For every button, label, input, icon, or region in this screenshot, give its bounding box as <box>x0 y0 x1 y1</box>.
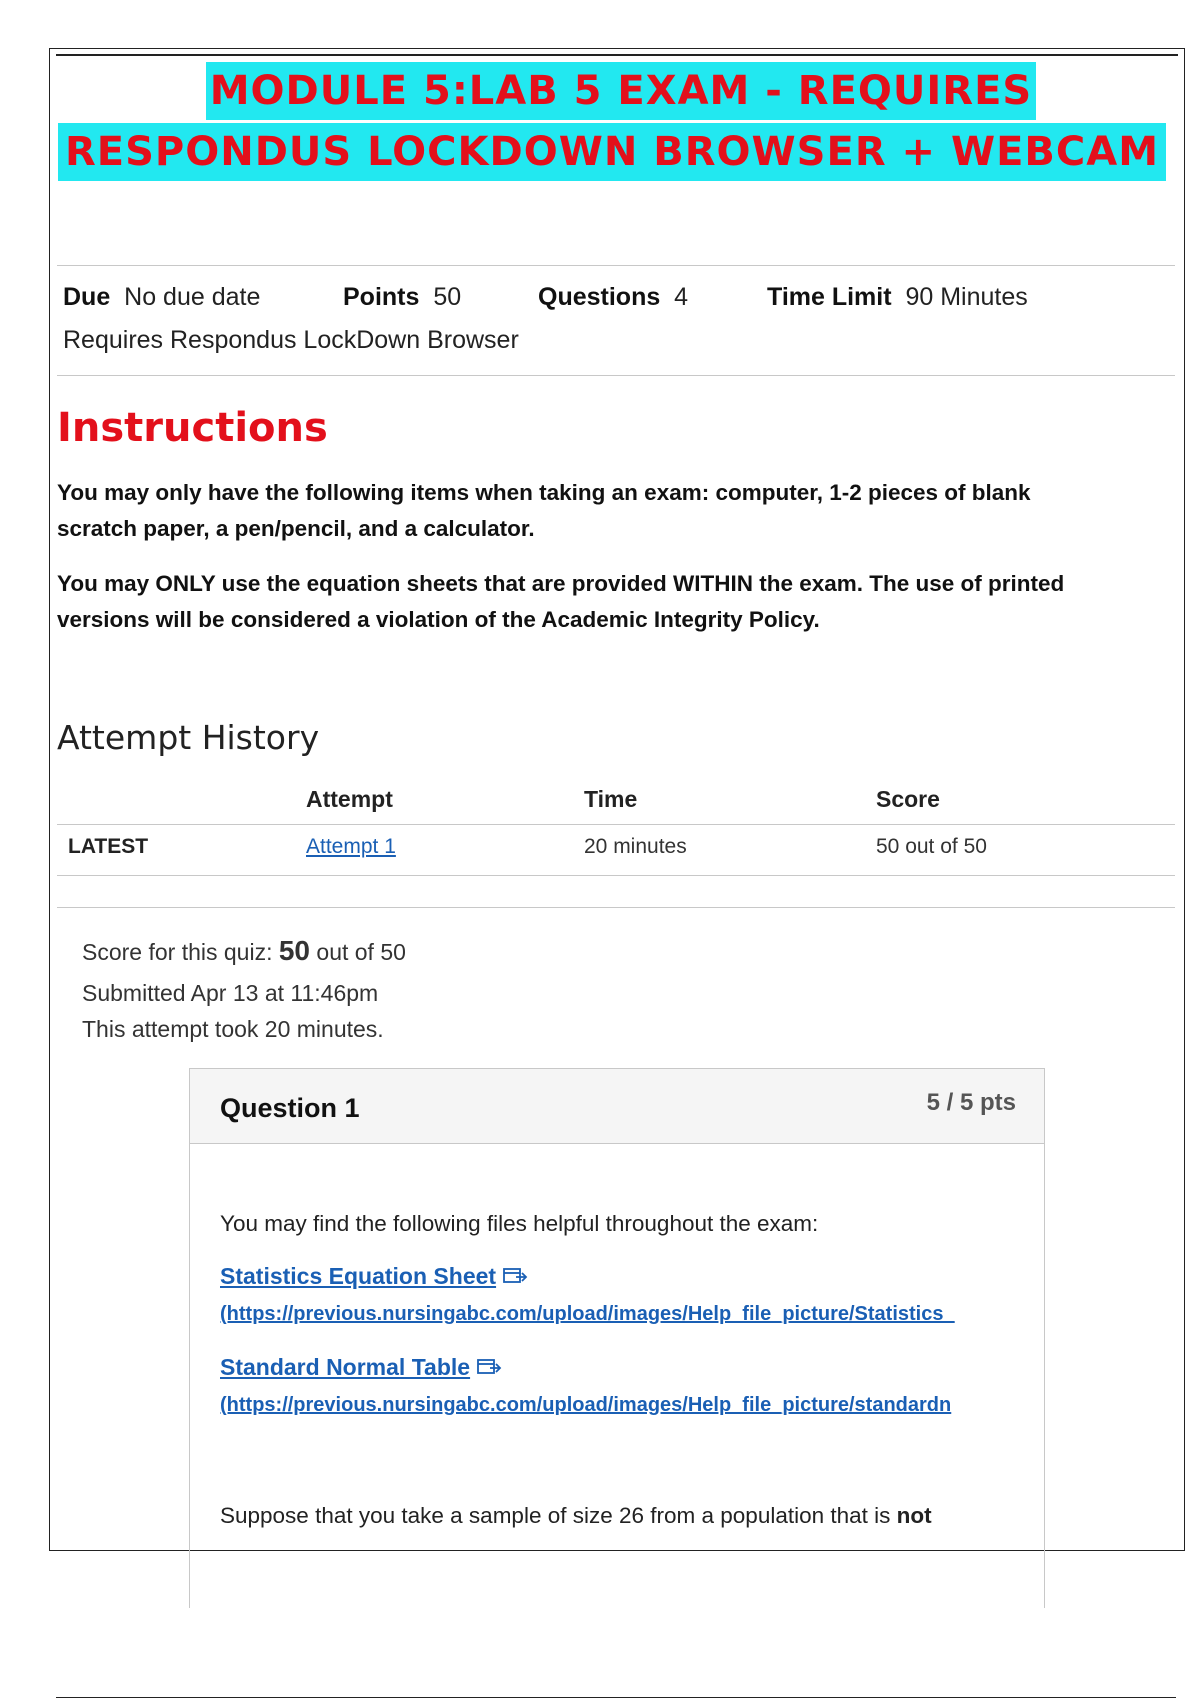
questions-info <box>538 283 688 312</box>
question-title: Question 1 <box>220 1093 360 1123</box>
question-card <box>189 1068 1045 1608</box>
divider <box>57 265 1175 266</box>
instructions-paragraph-2 <box>57 566 1172 638</box>
statistics-equation-sheet-url[interactable]: (https://previous.nursingabc.com/upload/images/Help_file_picture/Statistics_ <box>220 1303 955 1325</box>
column-header-score: Score <box>876 786 940 812</box>
question-body-text: Suppose that you take a sample of size 26 from a population that is <box>220 1503 897 1528</box>
standard-normal-table-url[interactable]: (https://previous.nursingabc.com/upload/images/Help_file_picture/standardn <box>220 1394 952 1416</box>
attempt-duration: This attempt took 20 minutes. <box>82 1016 384 1042</box>
question-intro: You may find the following files helpful throughout the exam: <box>220 1211 819 1236</box>
instructions-p2-line1: You may ONLY use the equation sheets that are provided WITHIN the exam. The use of printed <box>57 571 1065 596</box>
link1-label: Statistics Equation Sheet <box>220 1263 497 1289</box>
latest-label: LATEST <box>68 835 149 858</box>
instructions-heading: Instructions <box>57 405 328 451</box>
attempt-1-link[interactable]: Attempt 1 <box>306 835 396 858</box>
external-link-icon <box>476 1355 502 1382</box>
attempt-link-cell <box>306 835 396 859</box>
score-value: 50 <box>278 935 311 966</box>
time-limit-info <box>767 283 1028 312</box>
time-limit-label: Time Limit <box>767 283 892 311</box>
statistics-equation-sheet-link[interactable] <box>220 1263 528 1291</box>
question-body <box>220 1503 932 1529</box>
column-header-attempt: Attempt <box>306 786 393 812</box>
instructions-paragraph-1 <box>57 475 1172 547</box>
due-info <box>63 283 260 312</box>
questions-label: Questions <box>538 283 661 311</box>
quiz-score <box>82 935 406 967</box>
link2-label: Standard Normal Table <box>220 1354 471 1380</box>
time-limit-value: 90 Minutes <box>905 283 1028 311</box>
question-header <box>190 1069 1044 1144</box>
points-label: Points <box>343 283 420 311</box>
submitted-time: Submitted Apr 13 at 11:46pm <box>82 980 379 1006</box>
instructions-p2-line2: versions will be considered a violation of the Academic Integrity Policy. <box>57 607 820 632</box>
due-label: Due <box>63 283 111 311</box>
question-body-bold: not <box>896 1503 932 1528</box>
questions-value: 4 <box>674 283 689 311</box>
lockdown-requirement: Requires Respondus LockDown Browser <box>63 326 519 354</box>
score-suffix: out of 50 <box>310 939 406 965</box>
table-header-divider <box>57 824 1175 825</box>
attempt-score: 50 out of 50 <box>876 835 987 858</box>
attempt-history-heading: Attempt History <box>57 718 320 757</box>
points-info <box>343 283 461 312</box>
column-header-time: Time <box>584 786 638 812</box>
bottom-rule <box>56 1697 1176 1698</box>
question-points: 5 / 5 pts <box>926 1089 1016 1116</box>
exam-title-line-2: RESPONDUS LOCKDOWN BROWSER + WEBCAM <box>58 123 1166 181</box>
points-value: 50 <box>433 283 462 311</box>
instructions-p1-line1: You may only have the following items when taking an exam: computer, 1-2 pieces of blank <box>57 480 1031 505</box>
exam-title-line-1: MODULE 5:LAB 5 EXAM - REQUIRES <box>206 62 1036 120</box>
section-divider <box>57 907 1175 908</box>
table-row-divider <box>57 875 1175 876</box>
due-value: No due date <box>124 283 261 311</box>
score-prefix: Score for this quiz: <box>82 939 279 965</box>
external-link-icon <box>502 1264 528 1291</box>
divider <box>57 375 1175 376</box>
attempt-time: 20 minutes <box>584 835 687 858</box>
instructions-p1-line2: scratch paper, a pen/pencil, and a calculator. <box>57 516 535 541</box>
standard-normal-table-link[interactable] <box>220 1354 502 1382</box>
